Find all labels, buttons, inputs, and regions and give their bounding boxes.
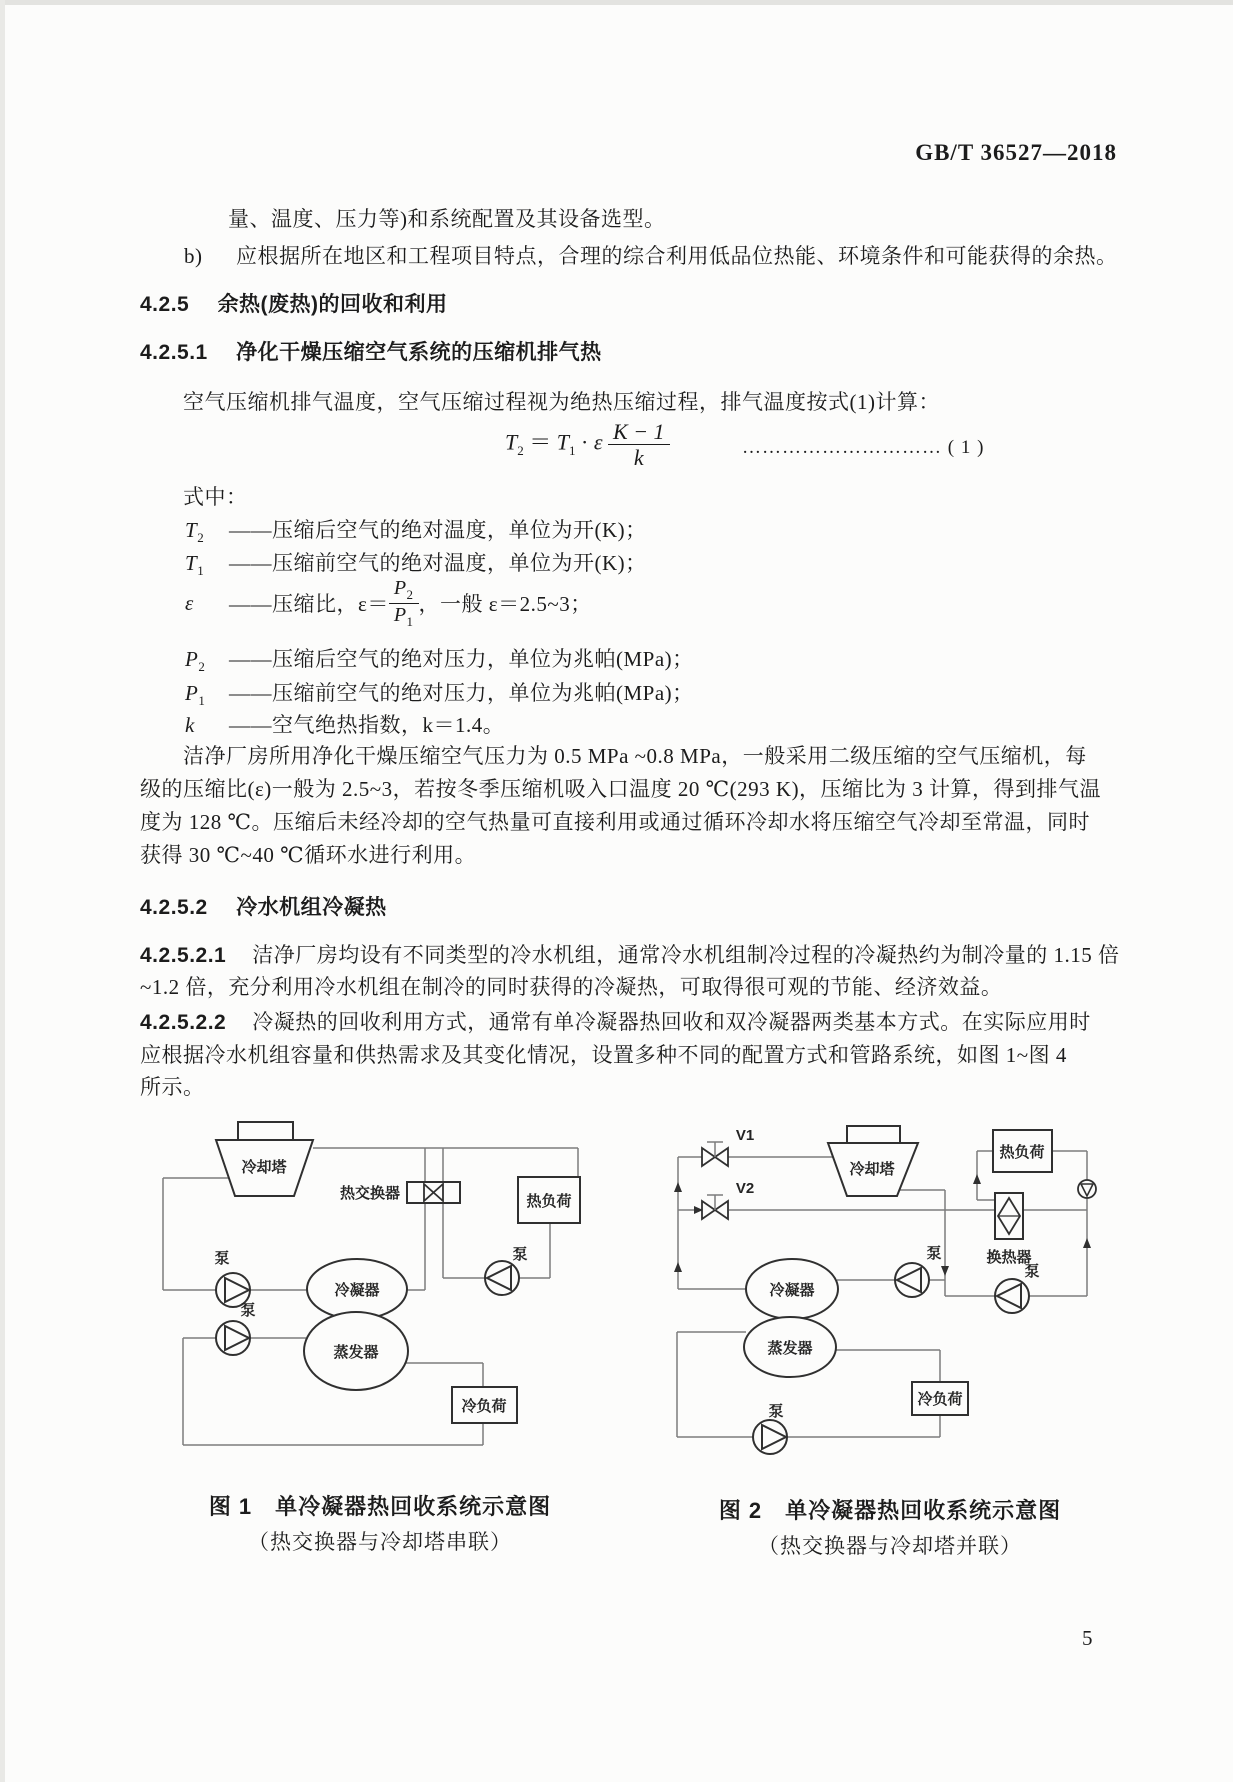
section-number: 4.2.5 [140, 293, 190, 316]
eq-lhs-var: T [505, 429, 518, 455]
clause-4-2-5-2-2-line: 所示。 [140, 1075, 205, 1099]
figure2-pump-condenser-water [895, 1244, 942, 1297]
eq-frac-numerator: K − 1 [608, 420, 670, 445]
pump-label: 泵 [1024, 1263, 1040, 1280]
cooling-tower-label: 冷却塔 [241, 1159, 287, 1176]
equation-1 [505, 420, 670, 469]
paragraph-line: 级的压缩比(ε)一般为 2.5~3，若按冬季压缩机吸入口温度 20 ℃(293 K)，压缩比为 3 计算，得到排气温 [140, 777, 1102, 801]
heat-load-label: 热负荷 [999, 1144, 1045, 1161]
figure2-valve-v1 [702, 1127, 754, 1166]
symbol-sub: 1 [198, 693, 206, 709]
where-item-epsilon [185, 578, 592, 628]
eq-rhs-var: T [556, 429, 570, 455]
section-title: 冷水机组冷凝热 [236, 896, 387, 919]
definition-post: ，一般 ε＝2.5~3； [418, 592, 592, 617]
symbol-sub: 1 [197, 563, 205, 579]
figure2-caption-title: 图 2 单冷凝器热回收系统示意图 [718, 1498, 1062, 1523]
where-item-t2 [185, 514, 647, 546]
definition: ——压缩后空气的绝对压力，单位为兆帕(MPa)； [229, 647, 694, 671]
clause-text: 洁净厂房均设有不同类型的冷水机组，通常冷水机组制冷过程的冷凝热约为制冷量的 1.15 倍 [252, 943, 1120, 967]
figure1-heat-exchanger [340, 1182, 460, 1203]
list-item-b-text: 应根据所在地区和工程项目特点，合理的综合利用低品位热能、环境条件和可能获得的余热。 [236, 244, 1118, 268]
scan-edge-top [0, 0, 1233, 5]
symbol: k [185, 713, 195, 737]
symbol-sub: 2 [197, 530, 205, 546]
figure1-pump-condenser-water [214, 1249, 250, 1307]
pump-label: 泵 [926, 1245, 942, 1262]
list-item-b-label: b) [184, 244, 203, 268]
clause-number: 4.2.5.2.2 [140, 1011, 227, 1034]
figure1-cooling-tower [216, 1122, 313, 1196]
frac-num-sub: 2 [406, 587, 414, 602]
pump-label: 泵 [240, 1302, 256, 1319]
heat-exchanger-label: 热交换器 [339, 1185, 400, 1202]
section-title: 余热(废热)的回收和利用 [217, 293, 448, 316]
frac-den: P [393, 603, 407, 626]
figure2-diagram [650, 1110, 1110, 1470]
list-item-b [184, 240, 1118, 270]
clause-4-2-5-2-2-line: 应根据冷水机组容量和供热需求及其变化情况，设置多种不同的配置方式和管路系统，如图 1~图 4 [140, 1043, 1067, 1067]
heat-load-label: 热负荷 [526, 1193, 572, 1210]
page-number: 5 [1082, 1626, 1093, 1650]
where-label: 式中： [183, 485, 248, 509]
symbol: T [185, 551, 198, 575]
figure2-cooling-tower [828, 1126, 918, 1196]
frac-den-sub: 1 [406, 613, 414, 629]
cold-load-label: 冷负荷 [461, 1398, 507, 1415]
figure2-caption-subtitle: （热交换器与冷却塔并联） [758, 1534, 1022, 1558]
where-item-k [185, 709, 504, 741]
evaporator-label: 蒸发器 [767, 1340, 813, 1357]
figure1-pump-chilled-water [216, 1301, 256, 1355]
leader-dots: ………………………… [742, 437, 942, 458]
valve-v1-label: V1 [735, 1127, 755, 1144]
definition: ——压缩前空气的绝对温度，单位为开(K)； [229, 551, 647, 575]
pump-label: 泵 [768, 1403, 784, 1420]
where-item-p1 [185, 677, 694, 709]
section-title: 净化干燥压缩空气系统的压缩机排气热 [236, 341, 602, 364]
clause-number: 4.2.5.2.1 [140, 944, 227, 967]
figure2-small-pump [1078, 1180, 1096, 1198]
section-4-2-5-1-heading [140, 336, 602, 366]
evaporator-label: 蒸发器 [333, 1344, 379, 1361]
cold-load-label: 冷负荷 [917, 1391, 963, 1408]
condenser-label: 冷凝器 [334, 1282, 380, 1299]
standard-code-header: GB/T 36527—2018 [915, 140, 1117, 165]
figure2-evaporator [744, 1317, 836, 1377]
figure2-heat-load [993, 1130, 1052, 1172]
eq-exponent-fraction [608, 420, 670, 469]
figure1-diagram [140, 1110, 600, 1470]
paragraph-line: 洁净厂房所用净化干燥压缩空气压力为 0.5 MPa ~0.8 MPa，一般采用二级压缩的空气压缩机，每 [183, 744, 1087, 768]
figure1-evaporator [304, 1312, 408, 1390]
section-4-2-5-heading [140, 288, 448, 318]
clause-4-2-5-2-2-line [140, 1006, 1091, 1036]
figure2-heat-exchanger [986, 1193, 1031, 1266]
section-number: 4.2.5.1 [140, 341, 208, 364]
figure1-heat-load [518, 1177, 580, 1223]
where-item-t1 [185, 547, 647, 579]
symbol-sub: 2 [198, 659, 206, 675]
figure2-valve-v2 [702, 1180, 754, 1219]
paragraph-line: 度为 128 ℃。压缩后未经冷却的空气热量可直接利用或通过循环冷却水将压缩空气冷却至常温，同时 [140, 810, 1090, 834]
definition-pre: ——压缩比，ε＝ [229, 592, 389, 617]
cooling-tower-label: 冷却塔 [849, 1161, 895, 1178]
paragraph-line: 获得 30 ℃~40 ℃循环水进行利用。 [140, 843, 477, 867]
symbol: P [185, 647, 199, 671]
eq-rhs-sub: 1 [569, 443, 576, 459]
formula-intro-paragraph: 空气压缩机排气温度，空气压缩过程视为绝热压缩过程，排气温度按式(1)计算： [183, 390, 940, 414]
condenser-label: 冷凝器 [769, 1282, 815, 1299]
figure2-pump-heat-recovery [995, 1262, 1040, 1313]
figure1-condenser [307, 1259, 407, 1319]
symbol: ε [185, 590, 194, 615]
figure1-caption-subtitle: （热交换器与冷却塔串联） [248, 1530, 512, 1554]
equation-leader [742, 437, 984, 459]
eq-frac-denominator: k [633, 445, 644, 471]
figure1-caption-title: 图 1 单冷凝器热回收系统示意图 [208, 1494, 552, 1519]
pump-label: 泵 [512, 1246, 528, 1263]
definition: ——压缩前空气的绝对压力，单位为兆帕(MPa)； [229, 681, 694, 705]
eq-times: · [581, 429, 589, 455]
figure1-pump-heat-loop [485, 1245, 528, 1295]
where-item-p2 [185, 643, 694, 675]
epsilon-fraction [389, 578, 419, 628]
eq-epsilon: ε [593, 429, 603, 455]
scan-edge-left [0, 0, 5, 1782]
figure2-cold-load [912, 1382, 968, 1415]
figure2-pump-chilled-water [753, 1402, 787, 1454]
clause-text: 冷凝热的回收利用方式，通常有单冷凝器热回收和双冷凝器两类基本方式。在实际应用时 [252, 1010, 1091, 1034]
symbol: T [185, 518, 198, 542]
pump-label: 泵 [214, 1250, 230, 1267]
heat-exchanger-label: 换热器 [986, 1249, 1032, 1266]
intro-continuation-line: 量、温度、压力等)和系统配置及其设备选型。 [228, 207, 666, 231]
definition: ——空气绝热指数，k＝1.4。 [229, 713, 505, 737]
figure1-cold-load [452, 1387, 517, 1423]
eq-equals: ＝ [529, 429, 552, 455]
clause-4-2-5-2-1-line [140, 939, 1119, 969]
valve-v2-label: V2 [735, 1180, 755, 1197]
equation-number: ( 1 ) [947, 437, 985, 458]
section-number: 4.2.5.2 [140, 896, 208, 919]
frac-num: P [393, 577, 407, 599]
symbol: P [185, 681, 199, 705]
figure2-condenser [746, 1259, 838, 1319]
definition: ——压缩后空气的绝对温度，单位为开(K)； [229, 518, 647, 542]
eq-lhs-sub: 2 [517, 443, 524, 459]
section-4-2-5-2-heading [140, 891, 387, 921]
clause-4-2-5-2-1-line: ~1.2 倍，充分利用冷水机组在制冷的同时获得的冷凝热，可取得很可观的节能、经济效益。 [140, 975, 1003, 999]
